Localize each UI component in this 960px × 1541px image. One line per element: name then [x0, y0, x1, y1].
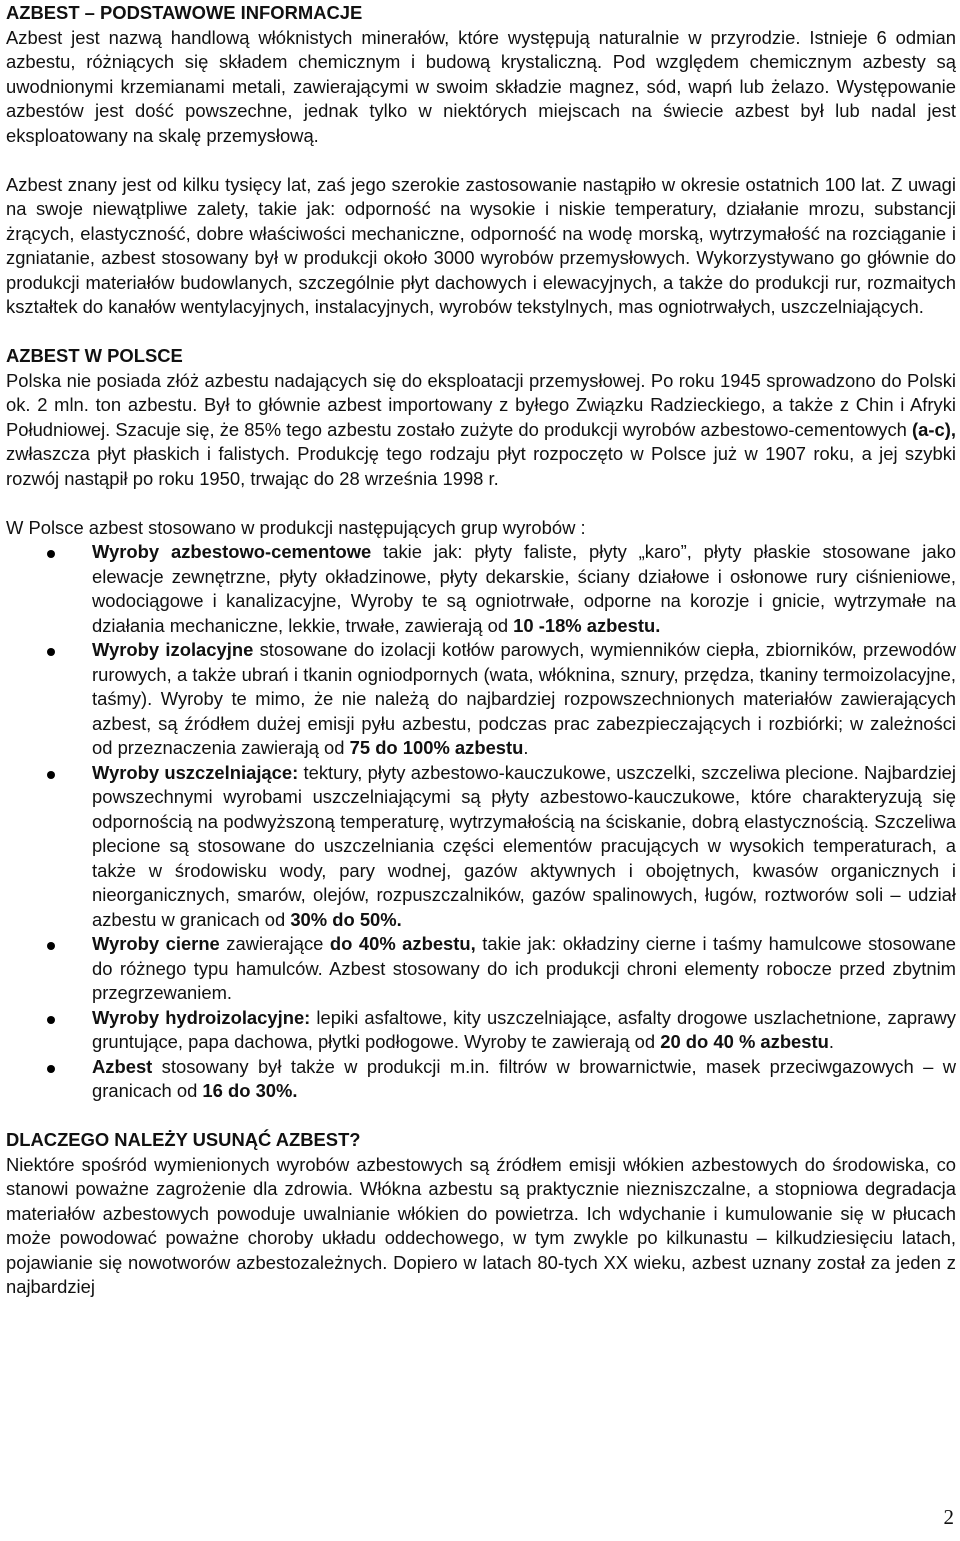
bullet-icon [47, 550, 55, 558]
list-item-text: tektury, płyty azbestowo-kauczukowe, uszczelki, szczeliwa plecione. Najbardziej powszechnymi wyrobami uszczelniającymi są płyty azbestowo-kauczukowe, które charakteryzują się odpornością na podwyższoną temperaturę, wytrzymałością na ściskanie, dobrą elastycznością. Szczeliwa plecione są stosowane do uszczelniania części elementów pracujących w wysokich temperaturach, a także w środowisku wody, pary wodnej, gazów aktywnych i obojętnych, kwasów organicznych i nieorganicznych, smarów, olejów, rozpuszczalników, gazów spalinowych, ługów, roztworów soli – udział azbestu w granicach od [92, 761, 957, 930]
section-heading-why-remove: DLACZEGO NALEŻY USUNĄĆ AZBEST? [6, 1129, 361, 1150]
list-item [6, 540, 956, 638]
bullet-icon [47, 648, 55, 656]
bullet-icon [47, 1065, 55, 1073]
list-item [6, 638, 956, 761]
list-item-text-2: takie jak: okładziny cierne i taśmy hamulcowe stosowane do różnego typu hamulców. Azbest stosowany do ich produkcji chroni elementy robocze przed zbytnim przegrzewaniem. [92, 933, 957, 1003]
paragraph-basics-2: Azbest znany jest od kilku tysięcy lat, zaś jego szerokie zastosowanie nastąpiło w okresie ostatnich 100 lat. Z uwagi na swoje niewątpliwe zalety, takie jak: odporność na wysokie i niskie temperatury, działanie mrozu, substancji żrących, elastyczność, dobre właściwości mechaniczne, odporność na wodę morską, wytrzymałość na rozciąganie i zgniatanie, azbest stosowany był w produkcji około 3000 wyrobów przemysłowych. Wykorzystywano go głównie do produkcji materiałów budowlanych, szczególnie płyt dachowych i elewacyjnych, a także do produkcji rur, rozmaitych kształtek do kanałów wentylacyjnych, instalacyjnych, wyrobów tekstylnych, mas ogniotrwałych, uszczelniających. [6, 173, 956, 317]
list-item [6, 761, 956, 933]
list-item-bold-end: 30% do 50%. [290, 908, 402, 930]
list-item-lead: Azbest [92, 1055, 153, 1077]
list-item [6, 1006, 956, 1055]
paragraph-poland-1-part-c: zwłaszcza płyt płaskich i falistych. Produkcję tego rodzaju płyt rozpoczęto w Polsce już w 1907 roku, a jej szybki rozwój nastąpił po roku 1950, trwając do 28 września 1998 r. [6, 443, 956, 489]
list-item-bold-mid: do 40% azbestu, [329, 933, 476, 954]
list-item-text: zawierające [219, 933, 330, 954]
list-item-bold-end: 20 do 40 % azbestu [660, 1031, 829, 1052]
list-item-lead: Wyroby cierne [92, 933, 220, 954]
list-item [6, 1055, 956, 1104]
list-item-tail: . [828, 1031, 835, 1052]
list-item-text: stosowany był także w produkcji m.in. filtrów w browarnictwie, masek przeciwgazowych – w granicach od [92, 1055, 956, 1101]
product-groups-list [6, 540, 956, 1104]
paragraph-why-remove-1: Niektóre spośród wymienionych wyrobów azbestowych są źródłem emisji włókien azbestowych do środowiska, co stanowi poważne zagrożenie dla zdrowia. Włókna azbestu są praktycznie niezniszczalne, a stopniowa degradacja materiałów azbestowych powoduje uwalnianie włókien do powietrza. Ich wdychanie i kumulowanie się w płucach może powodować poważne choroby układu oddechowego, w tym zwykle po kilkunastu – kilkudziesięciu latach, pojawianie się nowotworów azbestozależnych. Dopiero w latach 80-tych XX wieku, azbest uznany został za jeden z najbardziej [6, 1153, 956, 1297]
paragraph-poland-1-part-a: Polska nie posiada złóż azbestu nadających się do eksploatacji przemysłowej. Po roku 1945 sprowadzono do Polski ok. 2 mln. ton azbestu. Był to głównie azbest importowany z byłego Związku Radzieckiego, a także z Chin i Afryki Południowej. Szacuje się, że 85% tego azbestu zostało zużyte do produkcji wyrobów azbestowo-cementowych [6, 369, 956, 440]
list-item-lead: Wyroby hydroizolacyjne: [92, 1006, 311, 1028]
list-item [6, 932, 956, 1006]
products-intro: W Polsce azbest stosowano w produkcji następujących grup wyrobów : [6, 516, 586, 538]
list-item-lead: Wyroby izolacyjne [92, 639, 254, 660]
bullet-icon [47, 1016, 55, 1024]
list-item-text: stosowane do izolacji kotłów parowych, wymienników ciepła, zbiorników, przewodów rurowych, a także ubrań i tkanin ogniodpornych (wata, włóknina, sznury, przędza, tkaniny termoizolacyjne, taśmy). Wyroby te mimo, że nie należą do najbardziej rozpowszechnionych materiałów zawierających azbest, są źródłem dużej emisji pyłu azbestu, podczas prac zabezpieczających i rozbiórki; w zależności od przeznaczenia zawierają od [92, 639, 956, 758]
list-item-bold-end: 10 -18% azbestu. [513, 614, 661, 636]
list-item-tail: . [523, 737, 529, 758]
page-number: 2 [943, 1505, 954, 1529]
bullet-icon [47, 942, 55, 950]
paragraph-poland-1-part-b: (a-c), [912, 418, 956, 440]
list-item-text: lepiki asfaltowe, kity uszczelniające, asfalty drogowe uszlachetnione, zaprawy gruntujące, papa dachowa, płytki podłogowe. Wyroby te zawierają od [92, 1006, 956, 1052]
bullet-icon [47, 771, 55, 779]
document-page [6, 1, 956, 1300]
list-item-lead: Wyroby azbestowo-cementowe [92, 541, 372, 562]
paragraph-basics-1: Azbest jest nazwą handlową włóknistych minerałów, które występują naturalnie w przyrodzie. Istnieje 6 odmian azbestu, różniących się składem chemicznym i budową krystaliczną. Pod względem chemicznym azbesty są uwodnionymi krzemianami metali, zawierającymi w swoim składzie magnez, sód, wapń lub żelazo. Występowanie azbestów jest dość powszechne, jednak tylko w niektórych miejscach na świecie azbest był lub nadal jest eksploatowany na skalę przemysłową. [6, 26, 956, 146]
list-item-text: takie jak: płyty faliste, płyty „karo”, płyty płaskie stosowane jako elewacje zewnętrzne, płyty okładzinowe, płyty dekarskie, ściany działowe i osłonowe rury ciśnieniowe, wodociągowe i kanalizacyjne, Wyroby te są ogniotrwałe, odporne na korozje i gnicie, wytrzymałe na działania mechaniczne, lekkie, trwałe, zawierają od [92, 541, 956, 636]
list-item-bold-end: 16 do 30%. [202, 1080, 298, 1101]
section-heading-basics: AZBEST – PODSTAWOWE INFORMACJE [6, 2, 363, 23]
list-item-bold-end: 75 do 100% azbestu [349, 737, 524, 758]
paragraph-poland-1 [6, 369, 956, 492]
list-item-lead: Wyroby uszczelniające: [92, 761, 299, 783]
section-heading-poland: AZBEST W POLSCE [6, 345, 183, 366]
